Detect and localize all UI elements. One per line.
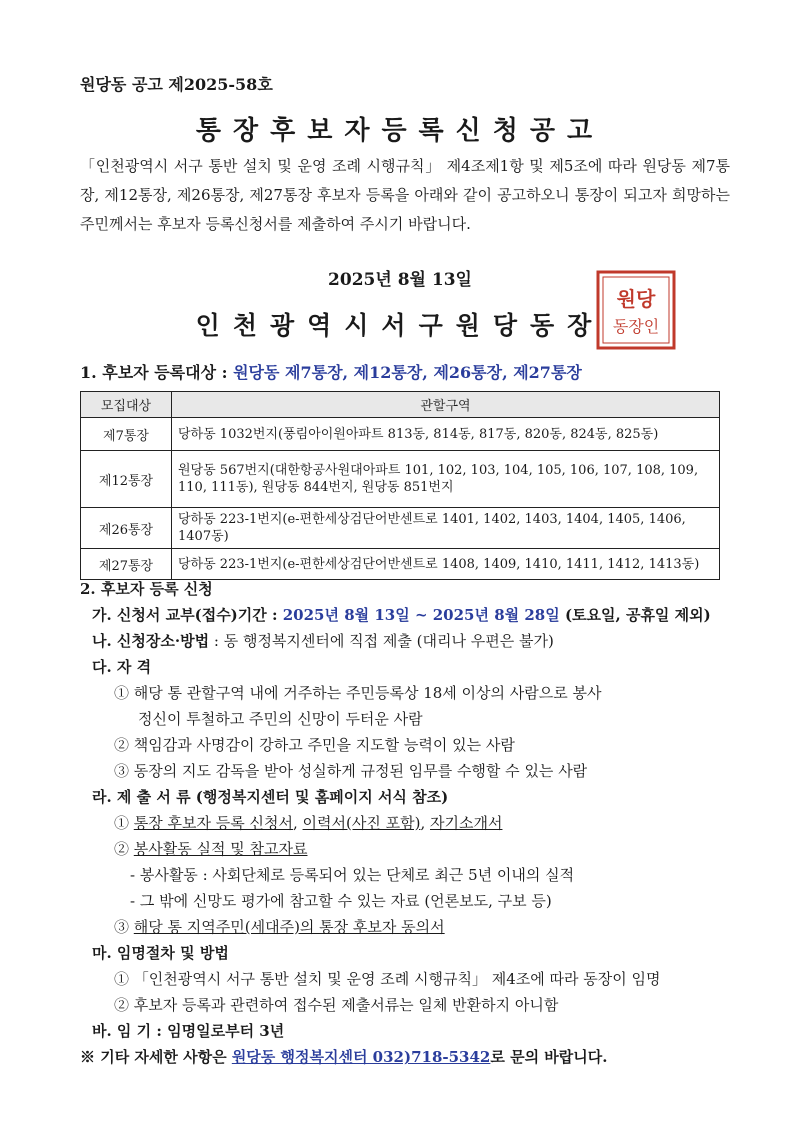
table-row <box>81 451 720 508</box>
cell-area: 당하동 1032번지(풍림아이원아파트 813동, 814동, 817동, 820동, 824동, 825동) <box>172 418 720 451</box>
document-num: ③ <box>114 918 134 936</box>
document-num: ② <box>114 840 134 858</box>
svg-text:동장인: 동장인 <box>612 317 660 336</box>
qualification-item-cont: 정신이 투철하고 주민의 신망이 두터운 사람 <box>138 710 423 728</box>
section-application <box>80 576 740 1070</box>
qualification-item: ③ 동장의 지도 감독을 받아 성실하게 규정된 임무를 수행할 수 있는 사람 <box>114 762 588 780</box>
cell-area: 원당동 567번지(대한항공사원대아파트 101, 102, 103, 104, 105, 106, 107, 108, 109, 110, 111동), 원당동 844번지, 원당동 851번지 <box>172 451 720 508</box>
document-self-intro: 자기소개서 <box>430 814 503 832</box>
document-item <box>80 914 740 940</box>
issuer-name: 인천광역시서구원당동장 <box>195 311 605 340</box>
cell-area: 당하동 223-1번지(e-편한세상검단어반센트로 1401, 1402, 1403, 1404, 1405, 1406, 1407동) <box>172 508 720 549</box>
document-consent: 해당 통 지역주민(세대주)의 통장 후보자 동의서 <box>133 918 445 936</box>
contact-prefix: ※ 기타 자세한 사항은 <box>80 1048 232 1066</box>
cell-target: 제26통장 <box>81 508 172 549</box>
document-subitem: - 그 밖에 신망도 평가에 참고할 수 있는 자료 (언론보도, 구보 등) <box>130 892 552 910</box>
contact-line <box>80 1044 740 1070</box>
table-row <box>81 418 720 451</box>
appointment-item: ② 후보자 등록과 관련하여 접수된 제출서류는 일체 반환하지 아니함 <box>114 996 559 1014</box>
period-value: 2025년 8월 13일 ~ 2025년 8월 28일 <box>282 606 560 624</box>
document-item: ① 통장 후보자 등록 신청서, 이력서(사진 포함), 자기소개서 <box>114 814 503 832</box>
section-targets <box>80 360 582 383</box>
page-title: 통장후보자등록신청공고 <box>195 116 605 146</box>
period-line <box>80 602 740 628</box>
section-targets-value: 원당동 제7통장, 제12통장, 제26통장, 제27통장 <box>233 363 582 382</box>
table-row <box>81 549 720 580</box>
document-num: ① <box>114 814 134 832</box>
place-label: 나. 신청장소·방법 <box>92 632 210 650</box>
table-row <box>81 508 720 549</box>
document-volunteer: 봉사활동 실적 및 참고자료 <box>133 840 308 858</box>
term-line: 바. 임 기 : 임명일로부터 3년 <box>92 1022 285 1040</box>
period-label: 가. 신청서 교부(접수)기간 : <box>92 606 283 624</box>
svg-text:원당: 원당 <box>616 287 656 311</box>
place-line <box>80 628 740 654</box>
table-header-row <box>81 392 720 418</box>
intro-paragraph <box>80 152 730 239</box>
notice-date: 2025년 8월 13일 <box>328 270 472 290</box>
qualification-title: 다. 자 격 <box>92 658 152 676</box>
section-targets-label: 1. 후보자 등록대상 : <box>80 363 234 382</box>
place-value: : 동 행정복지센터에 직접 제출 (대리나 우편은 불가) <box>209 632 554 650</box>
official-seal <box>594 268 678 352</box>
contact-suffix: 로 문의 바랍니다. <box>490 1048 608 1066</box>
qualification-item: ① 해당 통 관할구역 내에 거주하는 주민등록상 18세 이상의 사람으로 봉사 <box>114 684 602 702</box>
document-application: 통장 후보자 등록 신청서 <box>133 814 293 832</box>
intro-text: 「인천광역시 서구 통반 설치 및 운영 조례 시행규칙」 제4조제1항 및 제5조에 따라 원당동 제7통장, 제12통장, 제26통장, 제27통장 후보자 등록을 아래와 같이 공고하오니 통장이 되고자 희망하는 주민께서는 후보자 등록신청서를 제출하여 주시기 바랍니다. <box>80 157 730 233</box>
col-header-target: 모집대상 <box>81 392 172 418</box>
district-table <box>80 391 720 580</box>
appointment-title: 마. 임명절차 및 방법 <box>92 944 229 962</box>
document-item <box>80 836 740 862</box>
col-header-area: 관할구역 <box>172 392 720 418</box>
cell-target: 제12통장 <box>81 451 172 508</box>
section-application-title: 2. 후보자 등록 신청 <box>80 580 213 598</box>
notice-number: 원당동 공고 제2025-58호 <box>80 75 273 94</box>
cell-area: 당하동 223-1번지(e-편한세상검단어반센트로 1408, 1409, 1410, 1411, 1412, 1413동) <box>172 549 720 580</box>
cell-target: 제7통장 <box>81 418 172 451</box>
document-resume: 이력서(사진 포함) <box>302 814 421 832</box>
appointment-item: ① 「인천광역시 서구 통반 설치 및 운영 조례 시행규칙」 제4조에 따라 동장이 임명 <box>114 970 661 988</box>
qualification-item: ② 책임감과 사명감이 강하고 주민을 지도할 능력이 있는 사람 <box>114 736 515 754</box>
document-subitem: - 봉사활동 : 사회단체로 등록되어 있는 단체로 최근 5년 이내의 실적 <box>130 866 575 884</box>
contact-link[interactable]: 원당동 행정복지센터 032)718-5342 <box>231 1048 491 1066</box>
period-note: (토요일, 공휴일 제외) <box>559 606 711 624</box>
documents-title: 라. 제 출 서 류 (행정복지센터 및 홈페이지 서식 참조) <box>92 788 449 806</box>
cell-target: 제27통장 <box>81 549 172 580</box>
